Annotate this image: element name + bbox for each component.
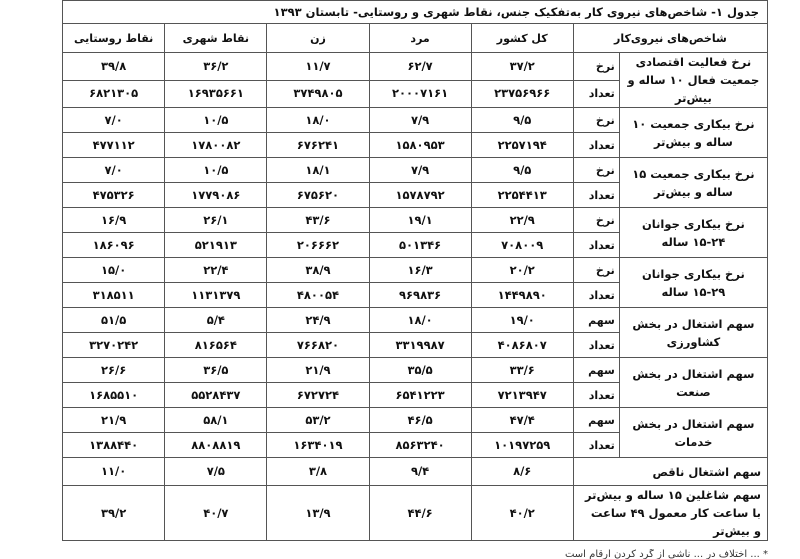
unit-label: تعداد [573, 183, 619, 208]
value-cell: ۱۴۴۹۸۹۰ [471, 283, 573, 308]
value-cell: ۶۲/۷ [369, 53, 471, 81]
table-row [63, 108, 768, 133]
value-cell: ۲۱/۹ [63, 408, 165, 433]
table-row [63, 53, 768, 81]
header-urban: نقاط شهری [165, 24, 267, 53]
value-cell: ۸۵۶۳۲۴۰ [369, 433, 471, 458]
value-cell: ۳۹/۲ [63, 486, 165, 541]
indicator-label: نرخ بیکاری جوانان ۲۹-۱۵ ساله [619, 258, 767, 308]
table-row [63, 308, 768, 333]
value-cell: ۴۳/۶ [267, 208, 369, 233]
value-cell: ۳۳۱۹۹۸۷ [369, 333, 471, 358]
value-cell: ۱۳۸۸۴۴۰ [63, 433, 165, 458]
value-cell: ۱۹/۱ [369, 208, 471, 233]
value-cell: ۳۷/۲ [471, 53, 573, 81]
value-cell: ۱۶۳۴۰۱۹ [267, 433, 369, 458]
unit-label: سهم [573, 358, 619, 383]
value-cell: ۳۶/۵ [165, 358, 267, 383]
indicator-label: سهم شاغلین ۱۵ ساله و بیش‌تر با ساعت کار معمول ۴۹ ساعت و بیش‌تر [573, 486, 767, 541]
value-cell: ۹/۵ [471, 108, 573, 133]
value-cell: ۶۷۶۲۴۱ [267, 133, 369, 158]
indicator-label: سهم اشتغال در بخش صنعت [619, 358, 767, 408]
value-cell: ۳۱۸۵۱۱ [63, 283, 165, 308]
header-total: کل کشور [471, 24, 573, 53]
value-cell: ۲۶/۱ [165, 208, 267, 233]
footnote: * ... اختلاف در ... ناشی از گرد کردن ارقام است [564, 549, 768, 559]
value-cell: ۱۰/۵ [165, 158, 267, 183]
value-cell: ۳۸/۹ [267, 258, 369, 283]
value-cell: ۴۷۵۳۲۶ [63, 183, 165, 208]
value-cell: ۱۷۷۹۰۸۶ [165, 183, 267, 208]
value-cell: ۹/۴ [369, 458, 471, 486]
unit-label: نرخ [573, 208, 619, 233]
value-cell: ۸۸۰۸۸۱۹ [165, 433, 267, 458]
value-cell: ۳۳/۶ [471, 358, 573, 383]
table-row [63, 358, 768, 383]
value-cell: ۵/۴ [165, 308, 267, 333]
value-cell: ۴۰/۷ [165, 486, 267, 541]
unit-label: تعداد [573, 80, 619, 108]
value-cell: ۴۸۰۰۵۴ [267, 283, 369, 308]
value-cell: ۳۷۴۹۸۰۵ [267, 80, 369, 108]
unit-label: تعداد [573, 383, 619, 408]
table-row [63, 458, 768, 486]
value-cell: ۲۲/۴ [165, 258, 267, 283]
value-cell: ۴۶/۵ [369, 408, 471, 433]
value-cell: ۱۱۳۱۳۷۹ [165, 283, 267, 308]
unit-label: تعداد [573, 283, 619, 308]
value-cell: ۱۰۱۹۷۲۵۹ [471, 433, 573, 458]
value-cell: ۴۰/۲ [471, 486, 573, 541]
header-female: زن [267, 24, 369, 53]
indicator-label: سهم اشتغال در بخش کشاورزی [619, 308, 767, 358]
value-cell: ۱۰/۵ [165, 108, 267, 133]
table-row [63, 208, 768, 233]
value-cell: ۱۸/۰ [267, 108, 369, 133]
value-cell: ۲۰۰۰۷۱۶۱ [369, 80, 471, 108]
table-row [63, 408, 768, 433]
table-row [63, 158, 768, 183]
indicator-label: نرخ فعالیت اقتصادی جمعیت فعال ۱۰ ساله و بیش‌تر [619, 53, 767, 108]
value-cell: ۲۴/۹ [267, 308, 369, 333]
value-cell: ۱۳/۹ [267, 486, 369, 541]
unit-label: نرخ [573, 258, 619, 283]
indicator-label: نرخ بیکاری جوانان ۲۴-۱۵ ساله [619, 208, 767, 258]
value-cell: ۷/۰ [63, 158, 165, 183]
value-cell: ۳/۸ [267, 458, 369, 486]
value-cell: ۲۲۵۴۴۱۳ [471, 183, 573, 208]
table-row [63, 486, 768, 541]
labor-indicators-table [62, 0, 768, 541]
value-cell: ۳۶/۲ [165, 53, 267, 81]
value-cell: ۳۹/۸ [63, 53, 165, 81]
value-cell: ۱۸۶۰۹۶ [63, 233, 165, 258]
value-cell: ۷/۹ [369, 158, 471, 183]
value-cell: ۵۸/۱ [165, 408, 267, 433]
value-cell: ۷۰۸۰۰۹ [471, 233, 573, 258]
value-cell: ۱۷۸۰۰۸۲ [165, 133, 267, 158]
value-cell: ۱۶/۹ [63, 208, 165, 233]
value-cell: ۱۱/۰ [63, 458, 165, 486]
value-cell: ۶۵۴۱۲۲۳ [369, 383, 471, 408]
value-cell: ۶۸۲۱۳۰۵ [63, 80, 165, 108]
value-cell: ۱۵۷۸۷۹۲ [369, 183, 471, 208]
value-cell: ۲۶/۶ [63, 358, 165, 383]
indicator-label: سهم اشتغال در بخش خدمات [619, 408, 767, 458]
value-cell: ۱۵/۰ [63, 258, 165, 283]
unit-label: سهم [573, 408, 619, 433]
value-cell: ۳۵/۵ [369, 358, 471, 383]
value-cell: ۵۳/۲ [267, 408, 369, 433]
value-cell: ۴۴/۶ [369, 486, 471, 541]
unit-label: تعداد [573, 333, 619, 358]
unit-label: سهم [573, 308, 619, 333]
value-cell: ۲۱/۹ [267, 358, 369, 383]
document-page [62, 0, 770, 557]
value-cell: ۱۵۸۰۹۵۳ [369, 133, 471, 158]
value-cell: ۷/۵ [165, 458, 267, 486]
unit-label: تعداد [573, 433, 619, 458]
unit-label: نرخ [573, 53, 619, 81]
value-cell: ۲۰۶۶۶۲ [267, 233, 369, 258]
indicator-label: سهم اشتغال ناقص [573, 458, 767, 486]
value-cell: ۷/۹ [369, 108, 471, 133]
header-male: مرد [369, 24, 471, 53]
value-cell: ۲۰/۲ [471, 258, 573, 283]
value-cell: ۵۱/۵ [63, 308, 165, 333]
value-cell: ۳۲۷۰۲۴۲ [63, 333, 165, 358]
value-cell: ۶۷۵۶۲۰ [267, 183, 369, 208]
value-cell: ۵۵۲۸۴۳۷ [165, 383, 267, 408]
unit-label: تعداد [573, 133, 619, 158]
value-cell: ۵۰۱۳۴۶ [369, 233, 471, 258]
value-cell: ۵۲۱۹۱۳ [165, 233, 267, 258]
value-cell: ۹/۵ [471, 158, 573, 183]
value-cell: ۸۱۶۵۶۴ [165, 333, 267, 358]
indicator-label: نرخ بیکاری جمعیت ۱۵ ساله و بیش‌تر [619, 158, 767, 208]
value-cell: ۲۲۵۷۱۹۴ [471, 133, 573, 158]
value-cell: ۲۲/۹ [471, 208, 573, 233]
value-cell: ۱۸/۰ [369, 308, 471, 333]
value-cell: ۱۸/۱ [267, 158, 369, 183]
header-indicator: شاخص‌های نیروی‌کار [573, 24, 767, 53]
value-cell: ۱۶۸۵۵۱۰ [63, 383, 165, 408]
header-rural: نقاط روستایی [63, 24, 165, 53]
unit-label: نرخ [573, 158, 619, 183]
table-row [63, 258, 768, 283]
unit-label: نرخ [573, 108, 619, 133]
value-cell: ۴۷۷۱۱۲ [63, 133, 165, 158]
indicator-label: نرخ بیکاری جمعیت ۱۰ ساله و بیش‌تر [619, 108, 767, 158]
value-cell: ۴۷/۴ [471, 408, 573, 433]
value-cell: ۷۲۱۳۹۴۷ [471, 383, 573, 408]
value-cell: ۹۶۹۸۳۶ [369, 283, 471, 308]
value-cell: ۱۶۹۳۵۶۶۱ [165, 80, 267, 108]
value-cell: ۱۹/۰ [471, 308, 573, 333]
value-cell: ۱۶/۳ [369, 258, 471, 283]
unit-label: تعداد [573, 233, 619, 258]
value-cell: ۴۰۸۶۸۰۷ [471, 333, 573, 358]
value-cell: ۷/۰ [63, 108, 165, 133]
value-cell: ۸/۶ [471, 458, 573, 486]
header-row [63, 24, 768, 53]
value-cell: ۷۶۶۸۲۰ [267, 333, 369, 358]
value-cell: ۶۷۲۷۲۴ [267, 383, 369, 408]
value-cell: ۱۱/۷ [267, 53, 369, 81]
table-caption: جدول ۱- شاخص‌های نیروی کار به‌تفکیک جنس، نقاط شهری و روستایی- تابستان ۱۳۹۳ [63, 1, 768, 24]
value-cell: ۲۳۷۵۶۹۶۶ [471, 80, 573, 108]
